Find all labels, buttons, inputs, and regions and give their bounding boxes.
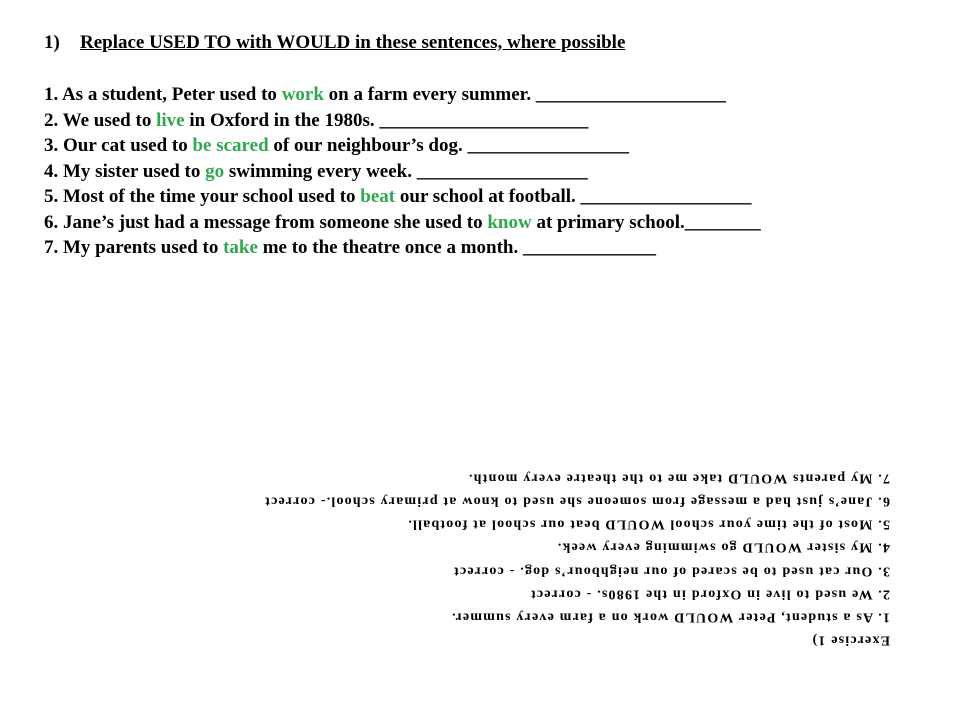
answer-line-6: 6. Jane’s just had a message from someone she used to know at primary school.- correct xyxy=(264,493,890,509)
highlighted-verb: be scared xyxy=(192,135,269,156)
sentence-text-before: 2. We used to xyxy=(44,109,157,131)
sentence-text-before: 5. Most of the time your school used to xyxy=(44,186,361,207)
answer-key-upside-down xyxy=(180,466,890,651)
sentence-text-after: on a farm every summer. ____________________ xyxy=(323,84,726,105)
answer-key-title: Exercise 1) xyxy=(811,632,890,648)
sentence-text-after: at primary school.________ xyxy=(531,211,761,233)
sentence-list xyxy=(44,82,944,261)
sentence-text-after: swimming every week. __________________ xyxy=(224,160,588,182)
highlighted-verb: take xyxy=(223,237,258,258)
answer-line-2: 2. We used to live in Oxford in the 1980s. - correct xyxy=(529,586,890,602)
exercise-heading xyxy=(44,30,944,56)
sentence-text-after: in Oxford in the 1980s. ______________________ xyxy=(184,109,589,131)
sentence-text-after: of our neighbour’s dog. _________________ xyxy=(268,135,629,156)
highlighted-verb: beat xyxy=(360,186,396,207)
sentence-text-after: our school at football. __________________ xyxy=(395,186,752,207)
sentence-5 xyxy=(44,184,944,210)
highlighted-verb: know xyxy=(487,211,532,233)
highlighted-verb: live xyxy=(156,109,185,131)
sentence-3 xyxy=(44,133,944,159)
sentence-2 xyxy=(44,108,944,134)
exercise-section xyxy=(44,30,944,261)
sentence-text-before: 4. My sister used to xyxy=(44,160,206,182)
sentence-text-before: 3. Our cat used to xyxy=(44,135,193,156)
sentence-1 xyxy=(44,82,944,108)
sentence-text-before: 6. Jane’s just had a message from someone she used to xyxy=(44,211,488,233)
sentence-text-after: me to the theatre once a month. ______________ xyxy=(257,237,657,258)
exercise-number: 1) xyxy=(44,32,60,53)
sentence-text-before: 1. As a student, Peter used to xyxy=(44,84,282,105)
sentence-6 xyxy=(44,210,944,236)
answer-line-1: 1. As a student, Peter WOULD work on a farm every summer. xyxy=(450,609,890,625)
answer-line-3: 3. Our cat used to be scared of our neighbour’s dog. - correct xyxy=(452,562,890,578)
answer-line-4: 4. My sister WOULD go swimming every week. xyxy=(556,539,890,555)
exercise-title: Replace USED TO with WOULD in these sentences, where possible xyxy=(80,32,626,53)
highlighted-verb: work xyxy=(281,84,324,105)
highlighted-verb: go xyxy=(205,160,225,182)
answer-line-5: 5. Most of the time your school WOULD beat our school at football. xyxy=(407,516,890,532)
answer-line-7: 7. My parents WOULD take me to the theatre every month. xyxy=(467,470,890,486)
sentence-4 xyxy=(44,159,944,185)
sentence-7 xyxy=(44,235,944,261)
sentence-text-before: 7. My parents used to xyxy=(44,237,224,258)
